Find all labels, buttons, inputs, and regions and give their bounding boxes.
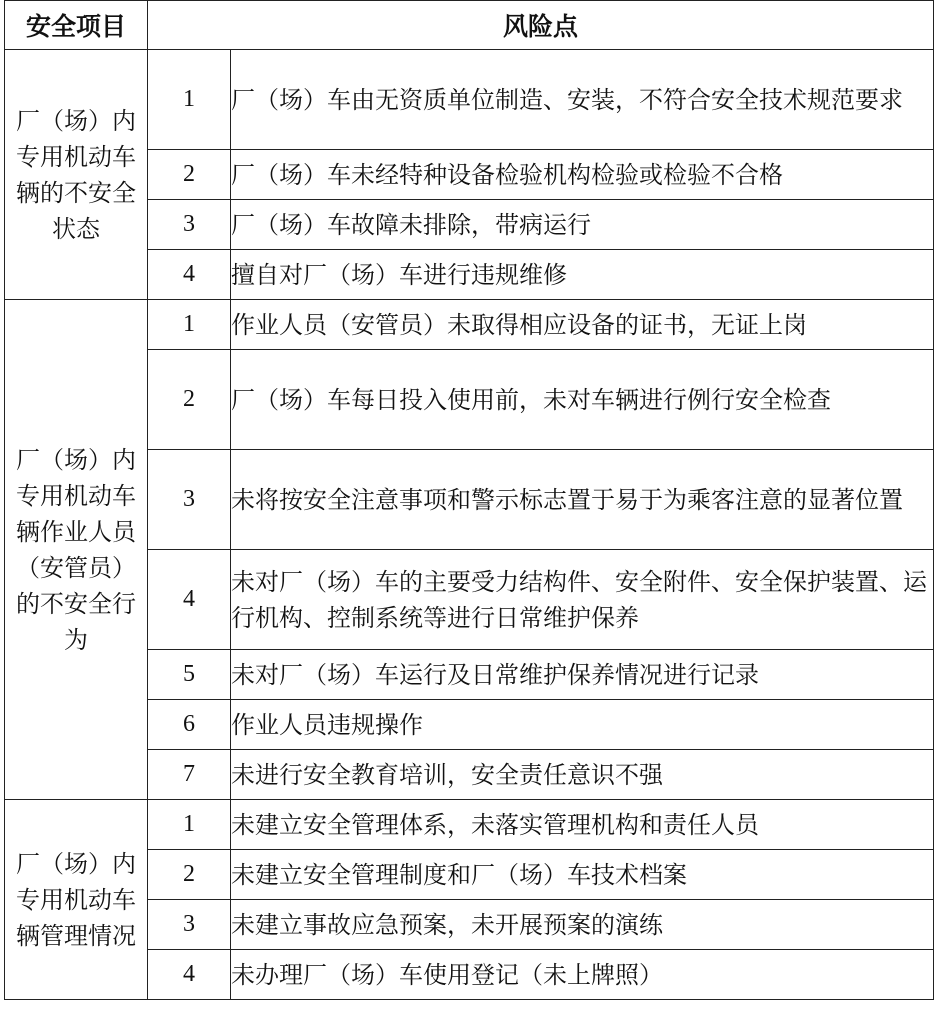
item-number: 2	[148, 850, 231, 900]
table-row	[5, 50, 934, 150]
item-number: 2	[148, 350, 231, 450]
item-number: 1	[148, 300, 231, 350]
risk-text: 未进行安全教育培训，安全责任意识不强	[231, 750, 934, 800]
category-cell: 厂（场）内专用机动车辆管理情况	[5, 800, 148, 1000]
table-row	[5, 300, 934, 350]
item-number: 5	[148, 650, 231, 700]
risk-text: 未办理厂（场）车使用登记（未上牌照）	[231, 950, 934, 1000]
risk-text: 厂（场）车故障未排除，带病运行	[231, 200, 934, 250]
item-number: 2	[148, 150, 231, 200]
item-number: 3	[148, 450, 231, 550]
risk-text: 未对厂（场）车的主要受力结构件、安全附件、安全保护装置、运行机构、控制系统等进行日常维护保养	[231, 550, 934, 650]
item-number: 6	[148, 700, 231, 750]
item-number: 4	[148, 250, 231, 300]
item-number: 1	[148, 800, 231, 850]
header-risk: 风险点	[148, 1, 934, 50]
item-number: 1	[148, 50, 231, 150]
risk-text: 厂（场）车由无资质单位制造、安装，不符合安全技术规范要求	[231, 50, 934, 150]
risk-text: 作业人员违规操作	[231, 700, 934, 750]
item-number: 3	[148, 900, 231, 950]
risk-text: 未对厂（场）车运行及日常维护保养情况进行记录	[231, 650, 934, 700]
item-number: 7	[148, 750, 231, 800]
risk-text: 擅自对厂（场）车进行违规维修	[231, 250, 934, 300]
risk-text: 厂（场）车未经特种设备检验机构检验或检验不合格	[231, 150, 934, 200]
risk-text: 未建立安全管理制度和厂（场）车技术档案	[231, 850, 934, 900]
risk-text: 未建立事故应急预案，未开展预案的演练	[231, 900, 934, 950]
risk-table	[4, 0, 934, 1000]
category-cell: 厂（场）内专用机动车辆作业人员（安管员）的不安全行为	[5, 300, 148, 800]
table-row	[5, 800, 934, 850]
risk-text: 厂（场）车每日投入使用前，未对车辆进行例行安全检查	[231, 350, 934, 450]
risk-text: 未建立安全管理体系，未落实管理机构和责任人员	[231, 800, 934, 850]
risk-text: 未将按安全注意事项和警示标志置于易于为乘客注意的显著位置	[231, 450, 934, 550]
header-row	[5, 1, 934, 50]
item-number: 4	[148, 950, 231, 1000]
item-number: 4	[148, 550, 231, 650]
item-number: 3	[148, 200, 231, 250]
risk-text: 作业人员（安管员）未取得相应设备的证书，无证上岗	[231, 300, 934, 350]
header-category: 安全项目	[5, 1, 148, 50]
category-cell: 厂（场）内专用机动车辆的不安全状态	[5, 50, 148, 300]
